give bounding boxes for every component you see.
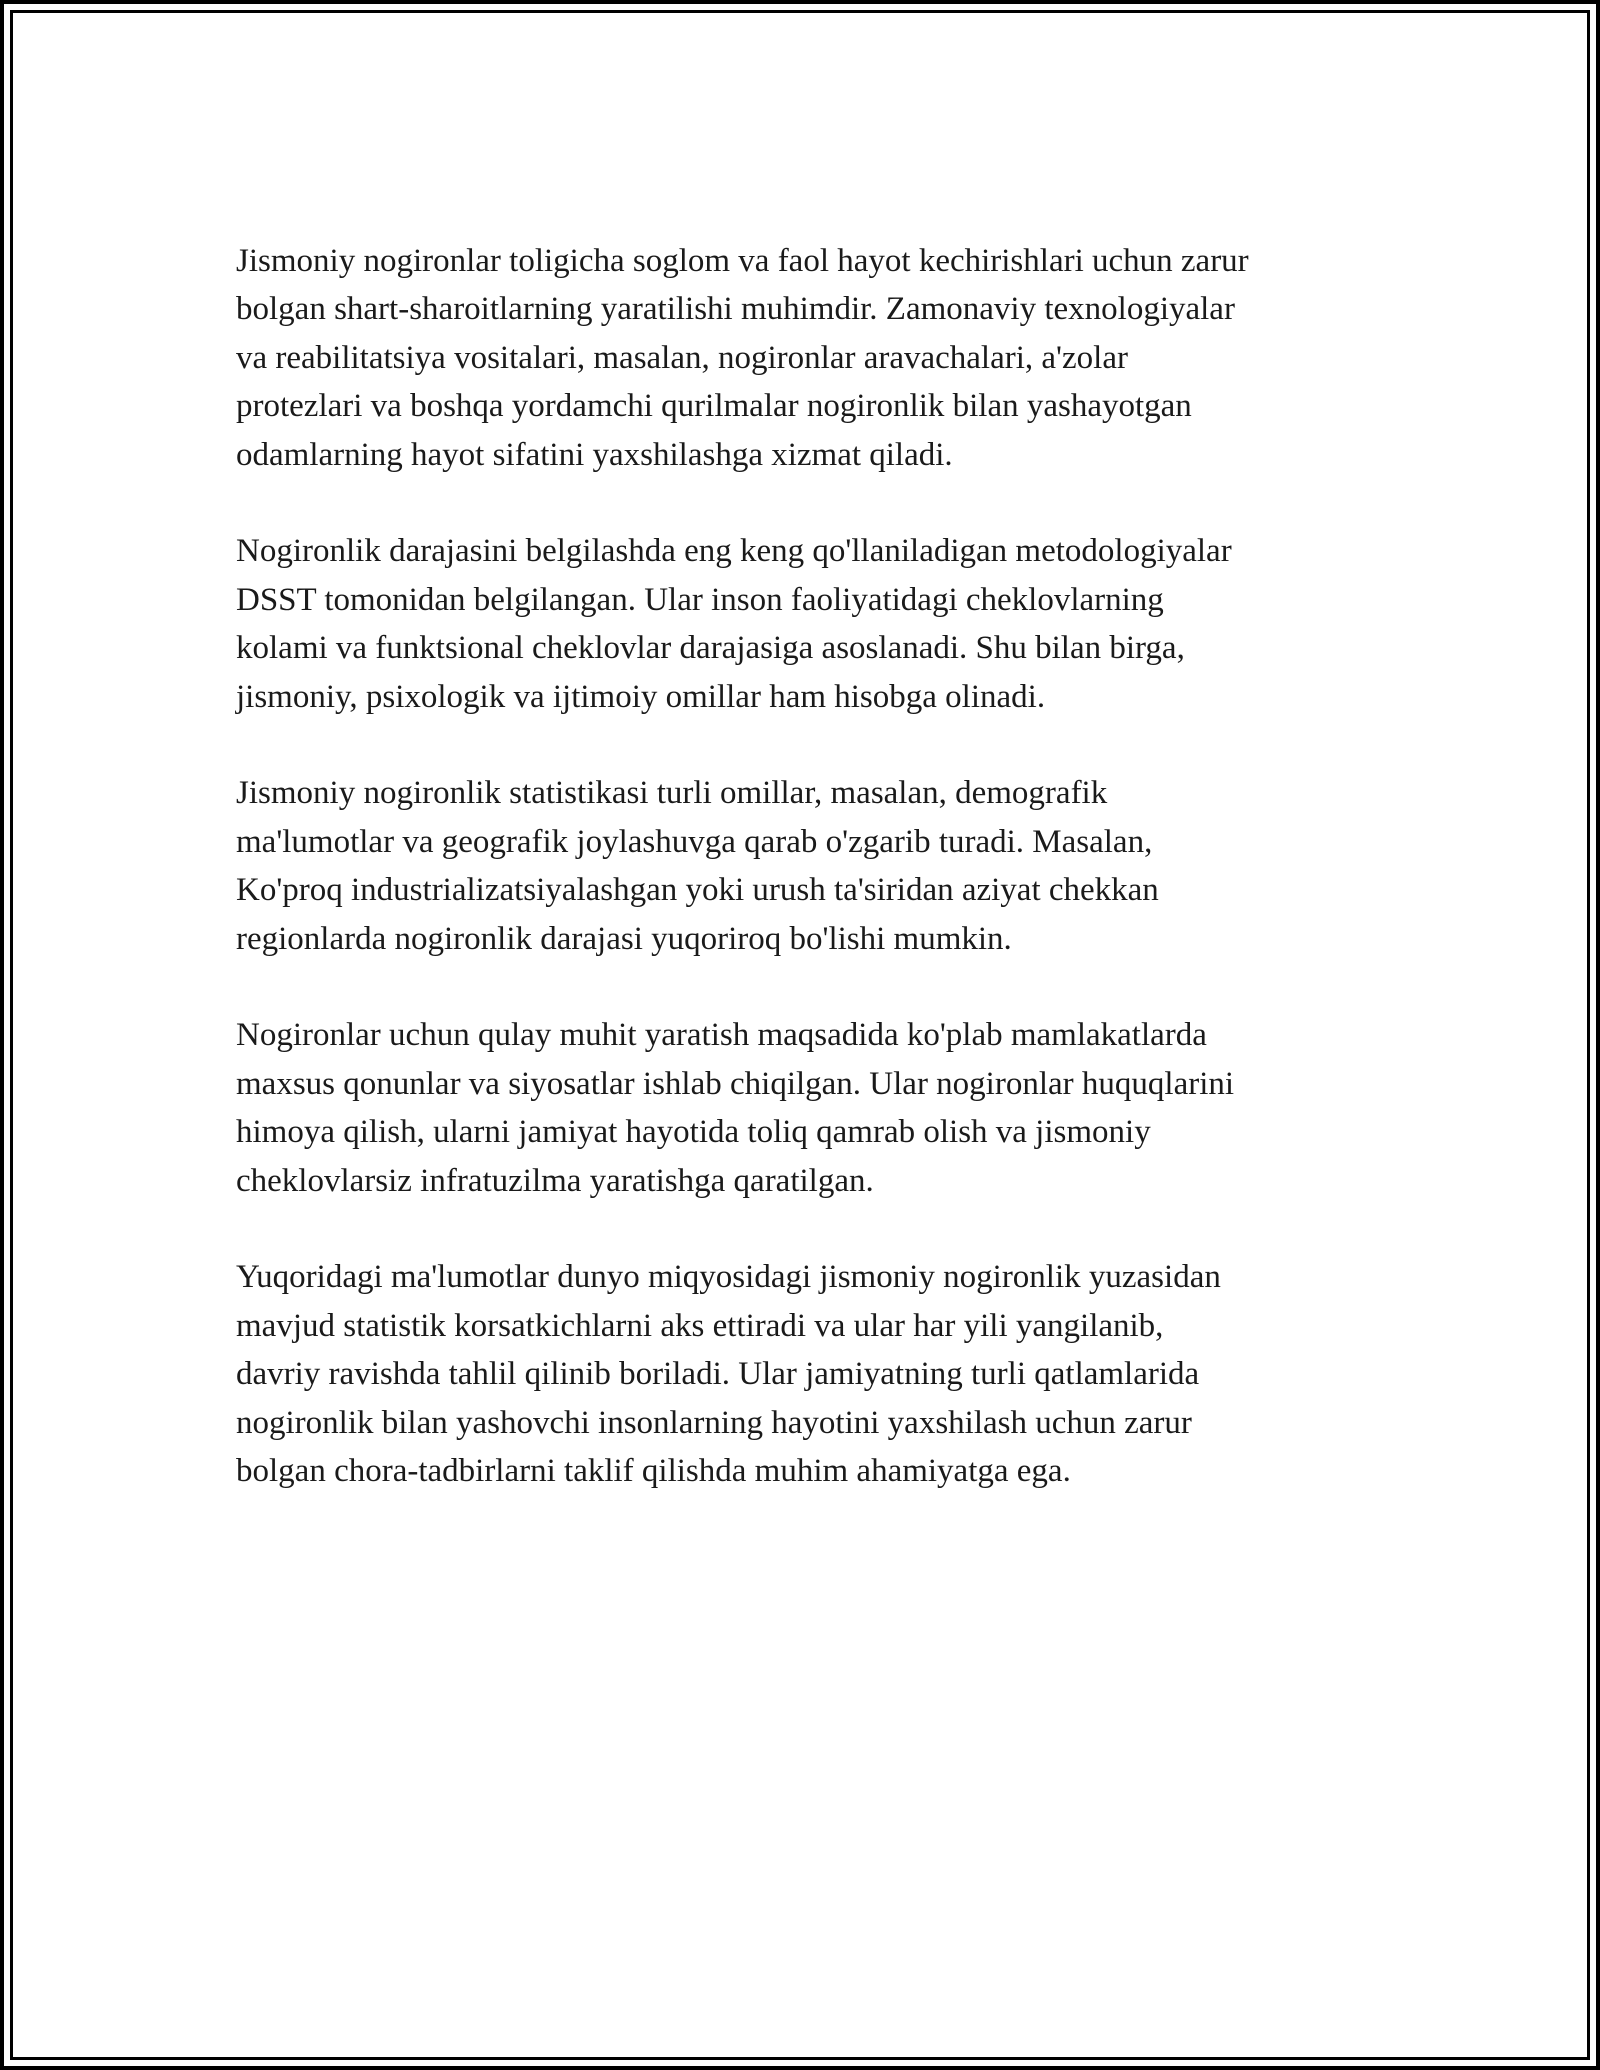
paragraph-5: Yuqoridagi ma'lumotlar dunyo miqyosidagi jismoniy nogironlik yuzasidan mavjud statistik korsatkichlarni aks ettiradi va ular har yili yangilanib, davriy ravishda tahlil qilinib boriladi. Ular jamiyatning turli qatlamlarida nogironlik bilan yashovchi insonlarning hayotini yaxshilash uchun zarur bolgan chora-tadbirlarni taklif qilishda muhim ahamiyatga ega. xyxy=(236,1259,1221,1490)
paragraph-1: Jismoniy nogironlar toligicha soglom va faol hayot kechirishlari uchun zarur bolgan shart-sharoitlarning yaratilishi muhimdir. Zamonaviy texnologiyalar va reabilitatsiya vositalari, masalan, nogironlar aravachalari, a'zolar protezlari va boshqa yordamchi qurilmalar nogironlik bilan yashayotgan odamlarning hayot sifatini yaxshilashga xizmat qiladi. xyxy=(236,243,1249,473)
paragraph-3: Jismoniy nogironlik statistikasi turli omillar, masalan, demografik ma'lumotlar va geografik joylashuvga qarab o'zgarib turadi. Masalan, Ko'proq industrializatsiyalashgan yoki urush ta'siridan aziyat chekkan regionlarda nogironlik darajasi yuqoriroq bo'lishi mumkin. xyxy=(236,775,1159,957)
paragraph-2: Nogironlik darajasini belgilashda eng keng qo'llaniladigan metodologiyalar DSST tomonidan belgilangan. Ular inson faoliyatidagi cheklovlarning kolami va funktsional cheklovlar darajasiga asoslanadi. Shu bilan birga, jismoniy, psixologik va ijtimoiy omillar ham hisobga olinadi. xyxy=(236,533,1232,715)
document-body xyxy=(236,237,1406,1544)
paragraph-4: Nogironlar uchun qulay muhit yaratish maqsadida ko'plab mamlakatlarda maxsus qonunlar va siyosatlar ishlab chiqilgan. Ular nogironlar huquqlarini himoya qilish, ularni jamiyat hayotida toliq qamrab olish va jismoniy cheklovlarsiz infratuzilma yaratishga qaratilgan. xyxy=(236,1017,1235,1199)
